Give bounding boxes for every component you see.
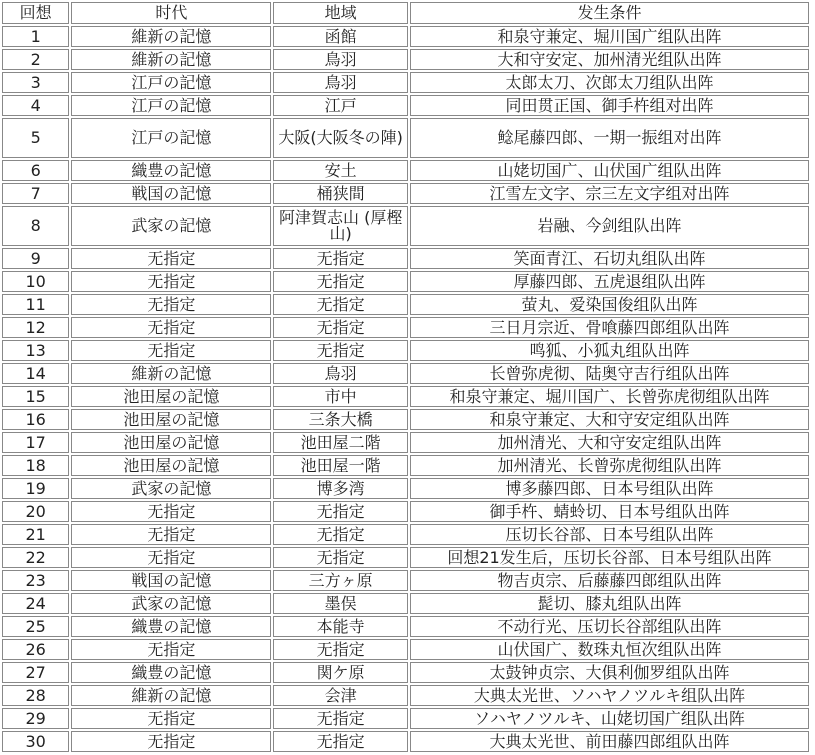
cell-recall-number: 26 [2,639,69,660]
cell-recall-number: 11 [2,294,69,315]
table-row [2,708,809,729]
table-row [2,160,809,181]
table-row [2,363,809,384]
header-recall: 回想 [2,2,69,24]
table-row [2,455,809,476]
cell-recall-number: 16 [2,409,69,430]
cell-condition: 鸣狐、小狐丸组队出阵 [410,340,809,361]
cell-region: 博多湾 [273,478,408,499]
cell-condition: 厚藤四郎、五虎退组队出阵 [410,271,809,292]
cell-era: 維新の記憶 [71,49,271,70]
cell-condition: 不动行光、压切长谷部组队出阵 [410,616,809,637]
cell-region: 安土 [273,160,408,181]
table-row [2,593,809,614]
cell-era: 池田屋の記憶 [71,386,271,407]
cell-condition: 回想21发生后，压切长谷部、日本号组队出阵 [410,547,809,568]
cell-recall-number: 25 [2,616,69,637]
cell-condition: 江雪左文字、宗三左文字组对出阵 [410,183,809,204]
cell-recall-number: 7 [2,183,69,204]
cell-condition: 笑面青江、石切丸组队出阵 [410,248,809,269]
cell-region: 无指定 [273,639,408,660]
cell-era: 无指定 [71,708,271,729]
table-row [2,570,809,591]
cell-recall-number: 9 [2,248,69,269]
cell-recall-number: 1 [2,26,69,47]
cell-condition: 岩融、今剑组队出阵 [410,206,809,246]
cell-condition: 和泉守兼定、大和守安定组队出阵 [410,409,809,430]
cell-recall-number: 29 [2,708,69,729]
cell-recall-number: 27 [2,662,69,683]
cell-condition: 大典太光世、前田藤四郎组队出阵 [410,731,809,752]
cell-region: 桶狭間 [273,183,408,204]
table-row [2,409,809,430]
table-row [2,95,809,116]
table-row [2,183,809,204]
cell-recall-number: 10 [2,271,69,292]
cell-condition: 博多藤四郎、日本号组队出阵 [410,478,809,499]
table-row [2,340,809,361]
cell-condition: 和泉守兼定、堀川国广、长曾弥虎彻组队出阵 [410,386,809,407]
cell-region: 无指定 [273,340,408,361]
header-era: 时代 [71,2,271,24]
cell-recall-number: 19 [2,478,69,499]
cell-region: 池田屋二階 [273,432,408,453]
cell-region: 本能寺 [273,616,408,637]
cell-condition: 萤丸、爱染国俊组队出阵 [410,294,809,315]
cell-condition: 太郎太刀、次郎太刀组队出阵 [410,72,809,93]
cell-region: 大阪(大阪冬の陣) [273,118,408,158]
table-row [2,478,809,499]
header-condition: 发生条件 [410,2,809,24]
cell-region: 会津 [273,685,408,706]
table-row [2,26,809,47]
cell-condition: 鲶尾藤四郎、一期一振组对出阵 [410,118,809,158]
cell-region: 函館 [273,26,408,47]
cell-recall-number: 5 [2,118,69,158]
table-row [2,271,809,292]
cell-era: 武家の記憶 [71,593,271,614]
cell-recall-number: 3 [2,72,69,93]
cell-recall-number: 8 [2,206,69,246]
table-row [2,386,809,407]
cell-region: 无指定 [273,317,408,338]
cell-era: 維新の記憶 [71,26,271,47]
cell-era: 武家の記憶 [71,206,271,246]
table-row [2,639,809,660]
cell-recall-number: 23 [2,570,69,591]
cell-condition: 太鼓钟贞宗、大俱利伽罗组队出阵 [410,662,809,683]
cell-era: 无指定 [71,731,271,752]
cell-era: 江戸の記憶 [71,72,271,93]
cell-era: 无指定 [71,248,271,269]
cell-era: 无指定 [71,294,271,315]
table-row [2,72,809,93]
cell-era: 維新の記憶 [71,685,271,706]
cell-era: 池田屋の記憶 [71,409,271,430]
cell-condition: 山伏国广、数珠丸恒次组队出阵 [410,639,809,660]
cell-region: 墨俣 [273,593,408,614]
cell-condition: 长曾弥虎彻、陆奥守吉行组队出阵 [410,363,809,384]
cell-condition: 御手杵、蜻蛉切、日本号组队出阵 [410,501,809,522]
cell-region: 无指定 [273,294,408,315]
cell-condition: ソハヤノツルキ、山姥切国广组队出阵 [410,708,809,729]
cell-region: 三方ヶ原 [273,570,408,591]
cell-era: 无指定 [71,547,271,568]
cell-condition: 加州清光、长曾弥虎彻组队出阵 [410,455,809,476]
table-row [2,547,809,568]
cell-era: 江戸の記憶 [71,118,271,158]
cell-era: 戦国の記憶 [71,570,271,591]
cell-recall-number: 12 [2,317,69,338]
cell-condition: 压切长谷部、日本号组队出阵 [410,524,809,545]
cell-recall-number: 20 [2,501,69,522]
cell-era: 池田屋の記憶 [71,432,271,453]
cell-region: 阿津賀志山 (厚樫山) [273,206,408,246]
cell-recall-number: 14 [2,363,69,384]
table-row [2,731,809,752]
cell-era: 織豊の記憶 [71,160,271,181]
table-row [2,432,809,453]
cell-condition: 大和守安定、加州清光组队出阵 [410,49,809,70]
cell-region: 无指定 [273,547,408,568]
cell-region: 鳥羽 [273,72,408,93]
table-row [2,501,809,522]
header-region: 地域 [273,2,408,24]
cell-condition: 大典太光世、ソハヤノツルキ组队出阵 [410,685,809,706]
table-row [2,294,809,315]
cell-era: 无指定 [71,317,271,338]
table-row [2,616,809,637]
table-row [2,118,809,158]
cell-recall-number: 18 [2,455,69,476]
cell-recall-number: 6 [2,160,69,181]
cell-recall-number: 21 [2,524,69,545]
cell-condition: 山姥切国广、山伏国广组队出阵 [410,160,809,181]
cell-condition: 同田贯正国、御手杵组对出阵 [410,95,809,116]
cell-era: 池田屋の記憶 [71,455,271,476]
cell-region: 三条大橋 [273,409,408,430]
cell-recall-number: 24 [2,593,69,614]
cell-recall-number: 2 [2,49,69,70]
cell-region: 江戸 [273,95,408,116]
cell-recall-number: 15 [2,386,69,407]
cell-recall-number: 22 [2,547,69,568]
cell-era: 无指定 [71,271,271,292]
cell-era: 无指定 [71,340,271,361]
cell-region: 无指定 [273,271,408,292]
cell-era: 无指定 [71,524,271,545]
cell-era: 織豊の記憶 [71,662,271,683]
cell-condition: 三日月宗近、骨喰藤四郎组队出阵 [410,317,809,338]
table-row [2,317,809,338]
cell-region: 池田屋一階 [273,455,408,476]
cell-region: 无指定 [273,248,408,269]
table-row [2,524,809,545]
table-row [2,248,809,269]
cell-era: 維新の記憶 [71,363,271,384]
cell-condition: 和泉守兼定、堀川国广组队出阵 [410,26,809,47]
cell-region: 鳥羽 [273,363,408,384]
table-body [2,26,809,752]
cell-era: 江戸の記憶 [71,95,271,116]
cell-region: 関ケ原 [273,662,408,683]
cell-condition: 加州清光、大和守安定组队出阵 [410,432,809,453]
cell-recall-number: 17 [2,432,69,453]
cell-condition: 髭切、膝丸组队出阵 [410,593,809,614]
cell-era: 无指定 [71,501,271,522]
cell-condition: 物吉贞宗、后藤藤四郎组队出阵 [410,570,809,591]
cell-region: 无指定 [273,731,408,752]
cell-recall-number: 30 [2,731,69,752]
table-row [2,49,809,70]
cell-era: 武家の記憶 [71,478,271,499]
cell-recall-number: 4 [2,95,69,116]
cell-era: 无指定 [71,639,271,660]
table-row [2,685,809,706]
cell-recall-number: 28 [2,685,69,706]
cell-region: 市中 [273,386,408,407]
cell-region: 无指定 [273,501,408,522]
cell-region: 鳥羽 [273,49,408,70]
cell-region: 无指定 [273,708,408,729]
table-header-row [2,2,809,24]
cell-era: 戦国の記憶 [71,183,271,204]
cell-era: 織豊の記憶 [71,616,271,637]
cell-region: 无指定 [273,524,408,545]
table-row [2,662,809,683]
table-row [2,206,809,246]
cell-recall-number: 13 [2,340,69,361]
